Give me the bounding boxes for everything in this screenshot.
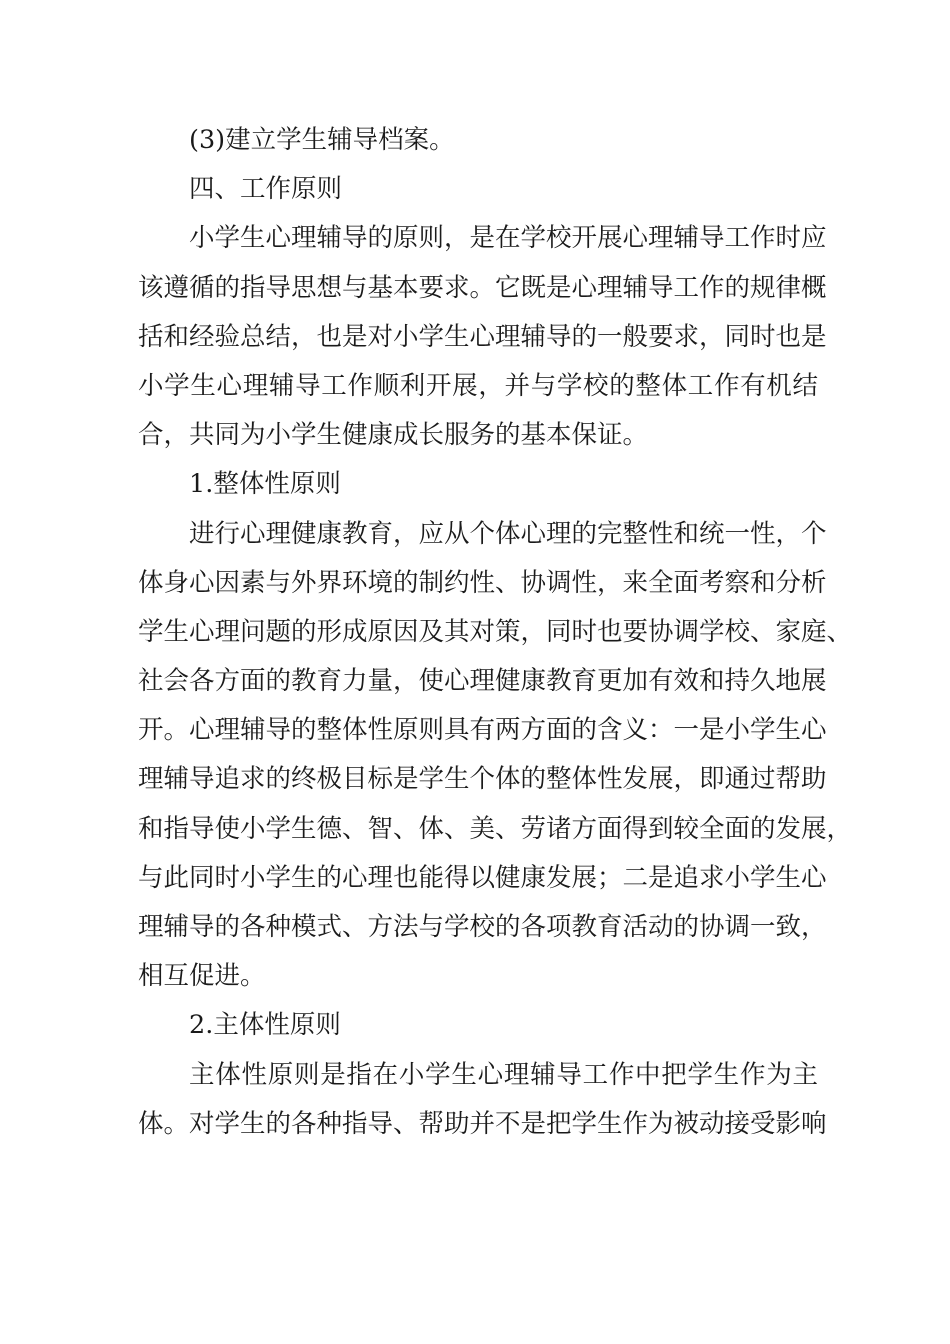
list-item-3: (3)建立学生辅导档案。 [189, 125, 455, 155]
paragraph-line: 进行心理健康教育，应从个体心理的完整性和统一性，个 [189, 518, 827, 549]
paragraph-line: 小学生心理辅导工作顺利开展，并与学校的整体工作有机结 [138, 370, 818, 401]
subsection-heading: 2.主体性原则 [189, 1010, 341, 1041]
paragraph-line: 社会各方面的教育力量，使心理健康教育更加有效和持久地展 [138, 666, 827, 697]
paragraph-line: 理辅导追求的终极目标是学生个体的整体性发展，即通过帮助 [138, 764, 827, 795]
section-heading: 四、工作原则 [189, 174, 343, 205]
paragraph-line: 与此同时小学生的心理也能得以健康发展；二是追求小学生心 [138, 862, 827, 893]
paragraph-line: 学生心理问题的形成原因及其对策，同时也要协调学校、家庭、 [138, 616, 853, 647]
paragraph-line: 括和经验总结，也是对小学生心理辅导的一般要求，同时也是 [138, 321, 827, 352]
paragraph-line: 开。心理辅导的整体性原则具有两方面的含义：一是小学生心 [138, 715, 827, 746]
paragraph-line: 体。对学生的各种指导、帮助并不是把学生作为被动接受影响 [138, 1108, 827, 1139]
paragraph-line: 小学生心理辅导的原则，是在学校开展心理辅导工作时应 [189, 223, 827, 254]
paragraph-line: 和指导使小学生德、智、体、美、劳诸方面得到较全面的发展， [138, 813, 853, 844]
paragraph-line: 主体性原则是指在小学生心理辅导工作中把学生作为主 [189, 1059, 818, 1090]
paragraph-line: 理辅导的各种模式、方法与学校的各项教育活动的协调一致， [138, 912, 827, 942]
paragraph-line: 合，共同为小学生健康成长服务的基本保证。 [138, 420, 649, 451]
paragraph-line: 体身心因素与外界环境的制约性、协调性，来全面考察和分析 [138, 567, 827, 598]
paragraph-line: 该遵循的指导思想与基本要求。它既是心理辅导工作的规律概 [138, 272, 827, 303]
subsection-heading: 1.整体性原则 [189, 469, 341, 500]
document-body [138, 116, 853, 1149]
paragraph-line: 相互促进。 [138, 961, 266, 992]
